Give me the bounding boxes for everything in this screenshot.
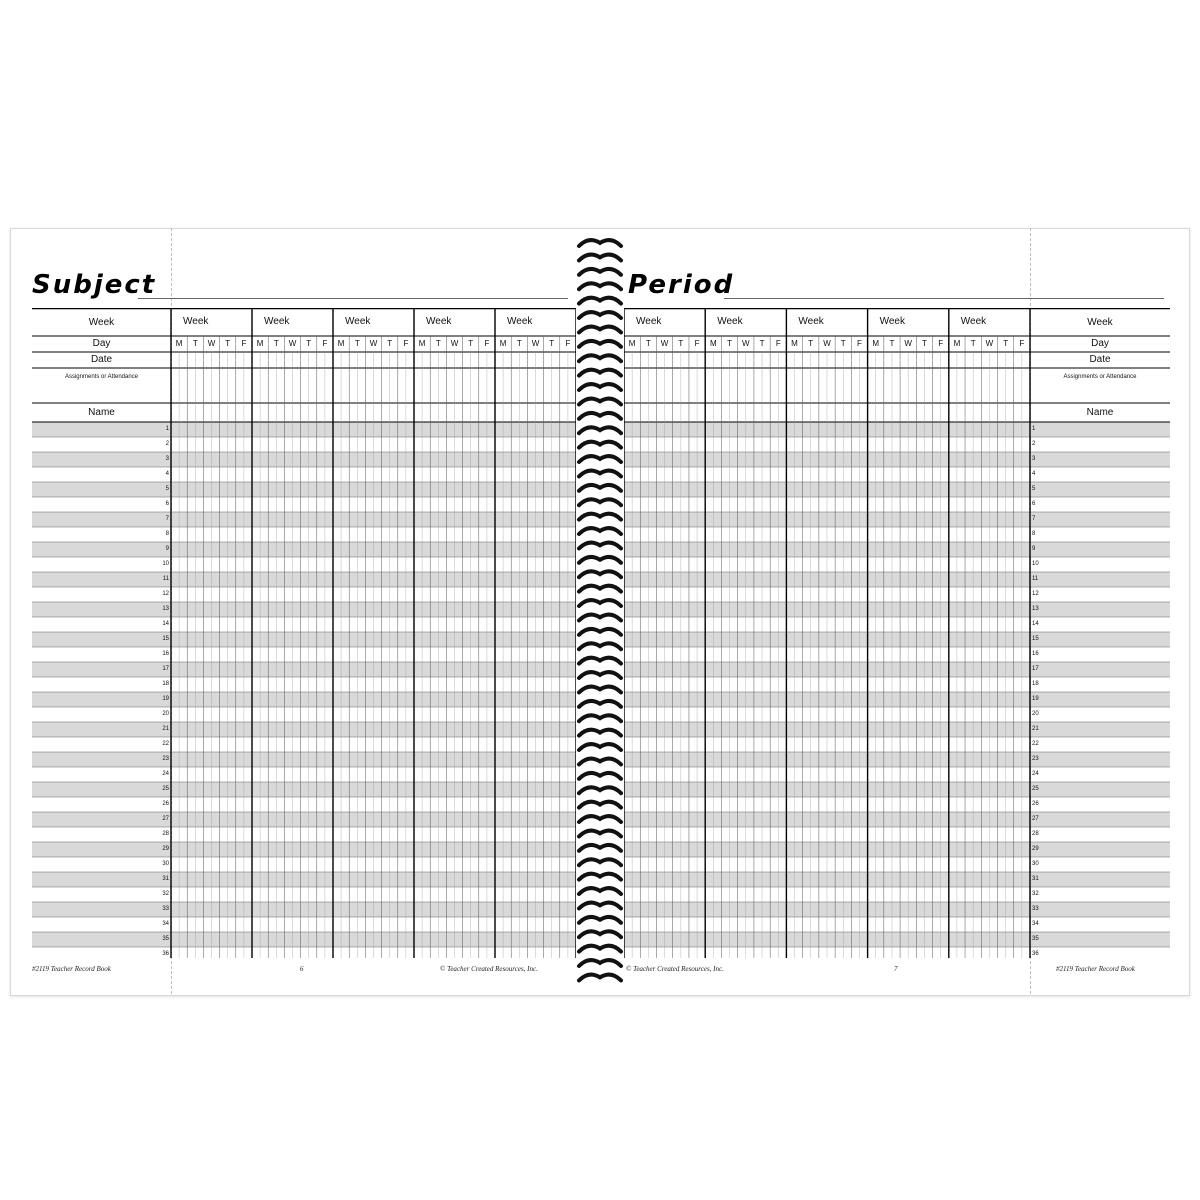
spiral-coil — [579, 643, 621, 649]
left-page-grid — [32, 308, 576, 958]
left-day-letter: W — [450, 339, 459, 348]
right-week-label: Week — [879, 316, 905, 327]
left-day-letter: F — [322, 339, 328, 348]
left-row-number: 13 — [162, 606, 169, 612]
left-day-letter: M — [175, 339, 183, 348]
right-day-letter: M — [709, 339, 717, 348]
right-row-number: 5 — [1032, 486, 1036, 492]
spiral-coil — [579, 456, 621, 462]
left-row-number: 36 — [162, 951, 169, 957]
left-week-label: Week — [264, 316, 290, 327]
left-day-letter: W — [288, 339, 297, 348]
spiral-coil — [579, 283, 621, 289]
right-grid-lines — [624, 308, 1170, 958]
right-row-shade — [624, 872, 1170, 887]
right-row-shade — [624, 452, 1170, 467]
spiral-coil — [579, 600, 621, 606]
right-row-number: 16 — [1032, 651, 1039, 657]
spiral-coil — [579, 615, 621, 621]
right-row-number: 7 — [1032, 516, 1036, 522]
spiral-coil — [579, 269, 621, 275]
spiral-coil — [579, 485, 621, 491]
right-row-shade — [624, 902, 1170, 917]
spiral-coil — [579, 240, 621, 246]
right-row-number: 3 — [1032, 456, 1036, 462]
right-row-number: 15 — [1032, 636, 1039, 642]
right-day-letter: W — [742, 339, 750, 348]
left-row-number: 32 — [162, 891, 169, 897]
left-row-number: 20 — [162, 711, 169, 717]
right-week-label: Week — [717, 316, 743, 327]
spiral-coil — [579, 427, 621, 433]
left-row-number: 27 — [162, 816, 169, 822]
left-day-letter: T — [549, 339, 555, 348]
right-day-letter: T — [970, 339, 976, 348]
right-row-number: 14 — [1032, 621, 1039, 627]
spiral-coil — [579, 730, 621, 736]
left-row-number: 24 — [162, 771, 169, 777]
right-row-shade — [624, 692, 1170, 707]
right-row-number: 6 — [1032, 501, 1036, 507]
spiral-coil — [579, 759, 621, 765]
left-week-label: Week — [507, 316, 533, 327]
left-row-number: 7 — [165, 516, 169, 522]
right-row-number: 28 — [1032, 831, 1039, 837]
left-row-number: 16 — [162, 651, 169, 657]
spiral-coil — [579, 888, 621, 894]
spiral-coil — [579, 399, 621, 405]
left-row-number: 15 — [162, 636, 169, 642]
right-row-number: 36 — [1032, 951, 1039, 957]
right-footer-copyright: © Teacher Created Resources, Inc. — [626, 965, 724, 973]
left-row-number: 17 — [162, 666, 169, 672]
spiral-coil — [579, 528, 621, 534]
spiral-coil — [579, 571, 621, 577]
spiral-coil — [579, 341, 621, 347]
right-row-number: 30 — [1032, 861, 1039, 867]
left-day-letter: T — [435, 339, 441, 348]
left-day-letter: T — [516, 339, 522, 348]
left-day-letter: T — [354, 339, 360, 348]
right-row-number: 21 — [1032, 726, 1039, 732]
spiral-coil — [579, 370, 621, 376]
right-week-header: Week — [1087, 317, 1113, 328]
right-row-number: 32 — [1032, 891, 1039, 897]
right-day-letter: M — [791, 339, 798, 348]
right-row-number: 12 — [1032, 591, 1039, 597]
left-row-number: 5 — [165, 486, 169, 492]
spiral-coil — [579, 355, 621, 361]
right-row-number: 8 — [1032, 531, 1036, 537]
left-day-letter: W — [531, 339, 540, 348]
left-day-letter: F — [241, 339, 247, 348]
right-day-letter: F — [775, 339, 781, 348]
left-row-number: 19 — [162, 696, 169, 702]
spiral-coil — [579, 384, 621, 390]
right-row-number: 1 — [1032, 426, 1036, 432]
left-day-letter: M — [418, 339, 426, 348]
left-day-letter: F — [484, 339, 490, 348]
right-row-shade — [624, 512, 1170, 527]
right-day-letter: M — [628, 339, 636, 348]
right-row-number: 9 — [1032, 546, 1036, 552]
left-day-letter: T — [468, 339, 474, 348]
right-week-label: Week — [798, 316, 824, 327]
right-page-grid — [624, 308, 1170, 958]
right-day-letter: M — [953, 339, 961, 348]
left-row-number: 11 — [162, 576, 169, 582]
right-row-number: 24 — [1032, 771, 1039, 777]
right-row-shade — [624, 542, 1170, 557]
right-assignments-header: Assignments or Attendance — [1063, 374, 1137, 380]
spiral-coil — [579, 672, 621, 678]
right-date-header: Date — [1089, 354, 1111, 365]
left-row-number: 31 — [162, 876, 169, 882]
spiral-coil — [579, 903, 621, 909]
spiral-coil — [579, 960, 621, 966]
spiral-coil — [579, 471, 621, 477]
right-row-number: 20 — [1032, 711, 1039, 717]
spiral-coil — [579, 715, 621, 721]
left-day-letter: M — [499, 339, 507, 348]
left-day-letter: F — [403, 339, 409, 348]
spiral-coil — [579, 917, 621, 923]
right-row-shade — [624, 842, 1170, 857]
right-row-shade — [624, 932, 1170, 947]
right-row-number: 2 — [1032, 441, 1036, 447]
spiral-coil — [579, 687, 621, 693]
right-day-header: Day — [1091, 338, 1109, 349]
spiral-coil — [579, 255, 621, 261]
spiral-binding — [575, 232, 625, 992]
right-day-letter: T — [678, 339, 684, 348]
left-row-number: 33 — [162, 906, 169, 912]
right-row-number: 31 — [1032, 876, 1039, 882]
right-day-letter: W — [823, 339, 831, 348]
right-row-shade — [624, 812, 1170, 827]
spiral-coil — [579, 744, 621, 750]
right-row-number: 17 — [1032, 666, 1039, 672]
right-page-number: 7 — [894, 965, 898, 973]
right-row-number: 4 — [1032, 471, 1036, 477]
spiral-coil — [579, 514, 621, 520]
left-day-letter: M — [337, 339, 345, 348]
period-title: Period — [628, 270, 735, 300]
spiral-coil — [579, 831, 621, 837]
right-day-letter: T — [727, 339, 732, 348]
right-day-letter: F — [857, 339, 862, 348]
left-grid-lines — [32, 308, 576, 958]
right-row-shade — [624, 422, 1170, 437]
spiral-coil — [579, 816, 621, 822]
right-footer-title: #2119 Teacher Record Book — [1056, 965, 1135, 973]
left-row-number: 22 — [162, 741, 169, 747]
right-week-label: Week — [636, 316, 662, 327]
right-day-letter: T — [645, 339, 651, 348]
left-day-letter: T — [225, 339, 231, 348]
left-row-number: 34 — [162, 921, 169, 927]
left-footer-copyright: © Teacher Created Resources, Inc. — [440, 965, 538, 973]
right-row-shade — [624, 752, 1170, 767]
right-day-letter: F — [694, 339, 700, 348]
spiral-coil — [579, 586, 621, 592]
right-day-letter: F — [938, 339, 944, 348]
left-footer-title: #2119 Teacher Record Book — [32, 965, 111, 973]
right-day-letter: W — [660, 339, 669, 348]
right-row-shade — [624, 572, 1170, 587]
left-week-label: Week — [183, 316, 209, 327]
right-row-shade — [624, 482, 1170, 497]
left-day-letter: T — [192, 339, 198, 348]
right-row-number: 13 — [1032, 606, 1039, 612]
left-row-number: 21 — [162, 726, 169, 732]
left-row-number: 29 — [162, 846, 169, 852]
left-row-number: 23 — [162, 756, 169, 762]
spiral-coil — [579, 845, 621, 851]
right-row-number: 26 — [1032, 801, 1039, 807]
right-week-label: Week — [960, 316, 987, 327]
right-row-shade — [624, 662, 1170, 677]
left-row-number: 25 — [162, 786, 169, 792]
right-row-number: 35 — [1032, 936, 1039, 942]
right-day-letter: W — [904, 339, 912, 348]
right-row-number: 29 — [1032, 846, 1039, 852]
spiral-coil — [579, 543, 621, 549]
right-row-number: 34 — [1032, 921, 1039, 927]
subject-title: Subject — [32, 270, 157, 300]
right-day-letter: M — [872, 339, 880, 348]
right-day-letter: T — [759, 339, 765, 348]
left-week-header: Week — [88, 317, 115, 328]
left-row-number: 28 — [162, 831, 169, 837]
left-row-number: 35 — [162, 936, 169, 942]
right-row-number: 18 — [1032, 681, 1039, 687]
right-row-shade — [624, 602, 1170, 617]
spiral-coil — [579, 874, 621, 880]
spiral-coil — [579, 557, 621, 563]
left-row-number: 2 — [165, 441, 169, 447]
spiral-coil — [579, 629, 621, 635]
spiral-coil — [579, 298, 621, 304]
left-row-number: 30 — [162, 861, 169, 867]
right-day-letter: T — [889, 339, 895, 348]
left-day-letter: T — [273, 339, 279, 348]
left-assignments-header: Assignments or Attendance — [64, 374, 139, 380]
spiral-coil — [579, 327, 621, 333]
right-name-header: Name — [1086, 407, 1114, 418]
left-day-letter: T — [387, 339, 393, 348]
spiral-coil — [579, 658, 621, 664]
spiral-coil — [579, 787, 621, 793]
right-row-number: 19 — [1032, 696, 1039, 702]
spiral-coil — [579, 312, 621, 318]
spiral-coil — [579, 946, 621, 952]
left-row-number: 14 — [162, 621, 169, 627]
left-name-header: Name — [88, 407, 115, 418]
spiral-coil — [579, 802, 621, 808]
right-row-number: 25 — [1032, 786, 1039, 792]
right-day-letter: T — [921, 339, 927, 348]
spiral-coil — [579, 413, 621, 419]
left-day-letter: W — [207, 339, 216, 348]
left-row-number: 18 — [162, 681, 169, 687]
left-row-number: 9 — [165, 546, 169, 552]
right-day-letter: T — [1003, 339, 1009, 348]
spiral-coil — [579, 701, 621, 707]
left-row-number: 26 — [162, 801, 169, 807]
right-row-shade — [624, 632, 1170, 647]
spiral-coil — [579, 499, 621, 505]
right-row-number: 23 — [1032, 756, 1039, 762]
spiral-coil — [579, 859, 621, 865]
left-day-header: Day — [92, 338, 111, 349]
right-row-shade — [624, 782, 1170, 797]
left-day-letter: M — [256, 339, 264, 348]
right-row-number: 22 — [1032, 741, 1039, 747]
left-date-header: Date — [90, 354, 113, 365]
left-day-letter: T — [306, 339, 312, 348]
left-week-label: Week — [345, 316, 371, 327]
left-day-letter: W — [369, 339, 378, 348]
subject-writing-line[interactable] — [138, 298, 568, 299]
right-row-shade — [624, 722, 1170, 737]
left-row-number: 3 — [165, 456, 169, 462]
left-day-letter: F — [565, 339, 571, 348]
left-row-number: 8 — [165, 531, 169, 537]
right-day-letter: T — [808, 339, 814, 348]
right-day-letter: F — [1019, 339, 1025, 348]
right-row-number: 10 — [1032, 561, 1039, 567]
right-row-number: 11 — [1032, 576, 1039, 582]
left-row-number: 4 — [165, 471, 169, 477]
left-week-label: Week — [426, 316, 452, 327]
left-page-number: 6 — [300, 965, 304, 973]
spiral-coil — [579, 975, 621, 981]
left-row-number: 6 — [165, 501, 169, 507]
left-row-number: 10 — [162, 561, 169, 567]
spiral-coil — [579, 773, 621, 779]
spiral-coil — [579, 931, 621, 937]
right-row-number: 27 — [1032, 816, 1039, 822]
spiral-coil — [579, 442, 621, 448]
right-day-letter: T — [840, 339, 846, 348]
period-writing-line[interactable] — [724, 298, 1164, 299]
left-row-number: 12 — [162, 591, 169, 597]
left-row-number: 1 — [165, 426, 169, 432]
right-day-letter: W — [985, 339, 994, 348]
right-row-number: 33 — [1032, 906, 1039, 912]
